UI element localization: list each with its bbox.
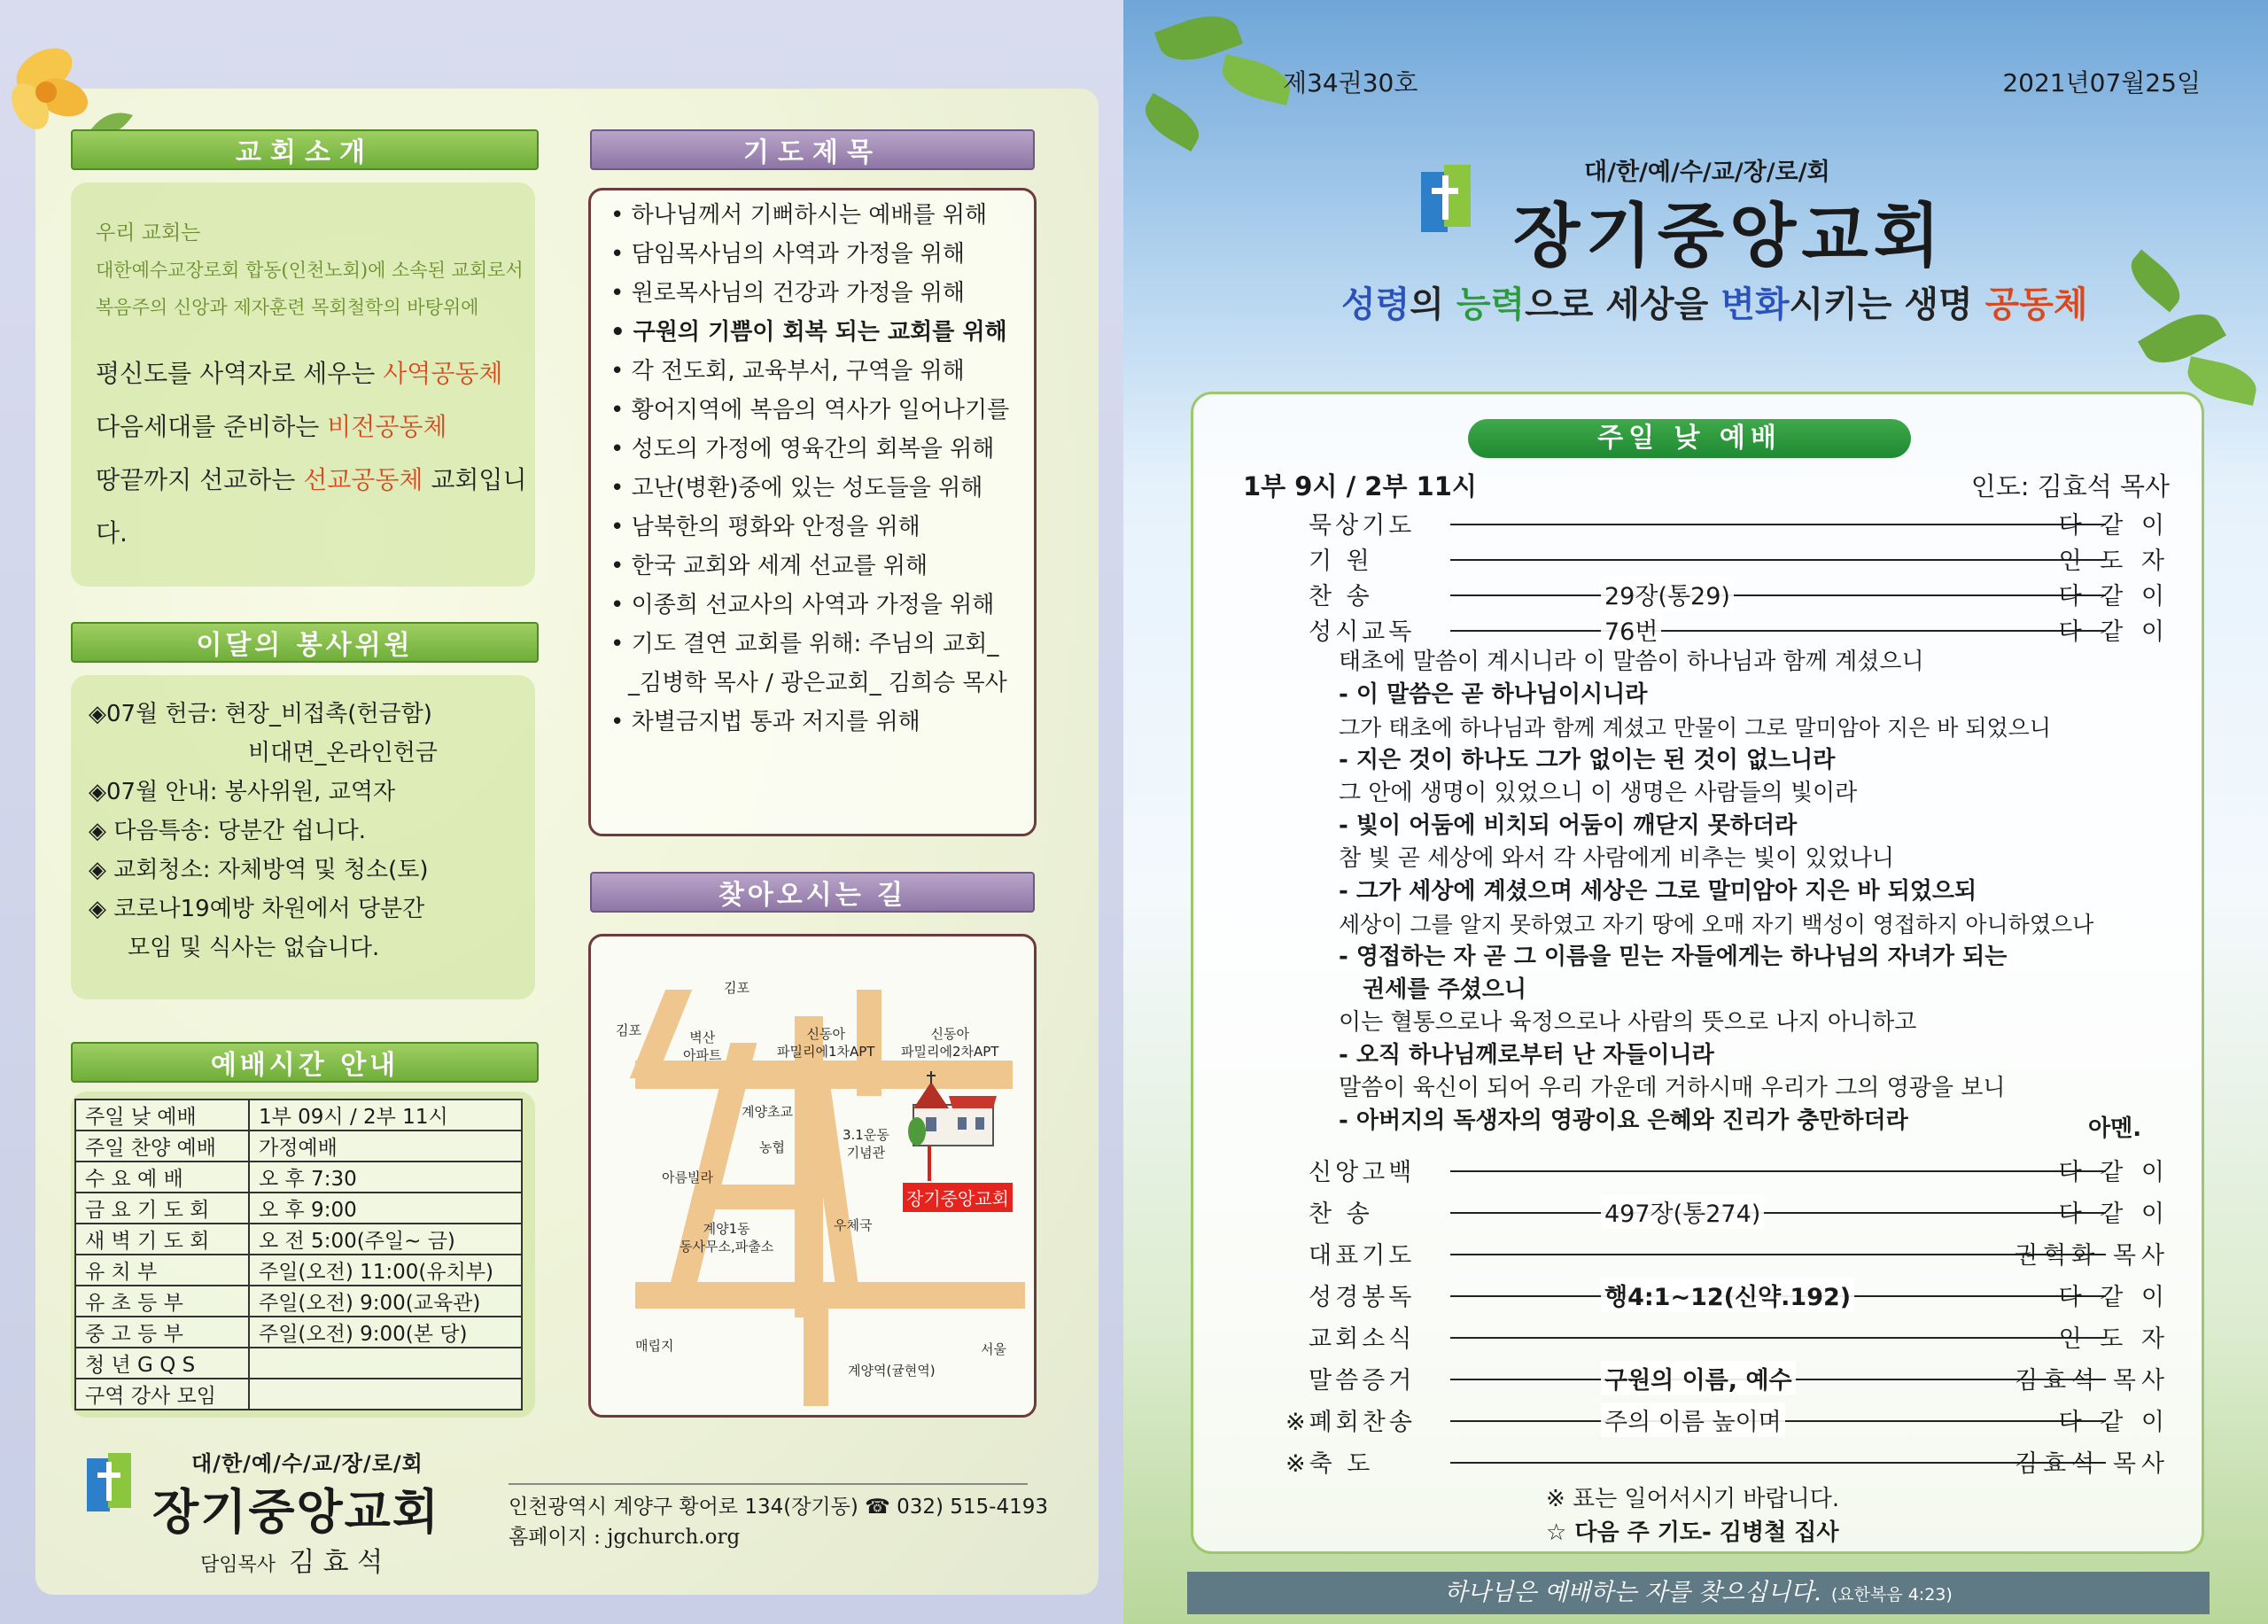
responsive-reading (1339, 646, 2189, 1138)
schedule-time (249, 1379, 522, 1410)
header-denomination: 대/한/예/수/교/장/로/회 (1584, 159, 1830, 186)
worship-order-detail: 29장(통29) (1601, 577, 1734, 611)
leaf-decoration (1138, 93, 1208, 152)
prayer-item: • 고난(병환)중에 있는 성도들을 위해 (610, 475, 983, 501)
slogan-segment: 능력 (1456, 284, 1526, 325)
intro-line-1: 평신도를 사역자로 세우는 사역공동체 (96, 359, 503, 388)
table-row (75, 1348, 522, 1379)
schedule-table (74, 1099, 523, 1410)
slogan-segment: 성령 (1341, 284, 1410, 325)
worship-order-label: 성경봉독 (1309, 1284, 1416, 1311)
schedule-time (249, 1348, 522, 1379)
intro-small-line: 우리 교회는 (96, 221, 201, 245)
table-row (75, 1162, 522, 1193)
intro-line-3: 땅끝까지 선교하는 선교공동체 교회입니다. (96, 465, 527, 548)
footer-pastor (200, 1540, 383, 1579)
prayer-item: • 담임목사님의 사역과 가정을 위해 (610, 241, 966, 268)
slogan-segment: 의 (1410, 284, 1456, 325)
directions-map (588, 934, 1037, 1418)
schedule-service: 청 년 G Q S (75, 1348, 249, 1379)
prayer-box (588, 188, 1037, 836)
map-label-movement-hall: 3.1운동 기념관 (843, 1127, 889, 1161)
service-line: ◈07월 안내: 봉사위원, 교역자 (89, 779, 396, 805)
prayer-item: • 기도 결연 교회를 위해: 주님의 교회_ (610, 631, 999, 657)
schedule-time: 주일(오전) 11:00(유치부) (249, 1255, 522, 1286)
reading-line: - 아버지의 독생자의 영광이요 은혜와 진리가 충만하더라 (1339, 1107, 1908, 1134)
map-label-sindonga1: 신동아 파밀리에1차APT (777, 1026, 875, 1060)
worship-order-participant: 인 도 자 (2058, 548, 2170, 575)
worship-order-label: 신앙고백 (1309, 1159, 1416, 1186)
service-line: 모임 및 식사는 없습니다. (128, 935, 380, 961)
map-label-areum-villa: 아름빌라 (662, 1169, 713, 1185)
intro-header: 교회소개 (71, 129, 539, 170)
slogan-segment: 공동체 (1984, 284, 2088, 325)
next-week-prayer: ☆ 다음 주 기도- 김병철 집사 (1546, 1519, 1839, 1546)
worship-order-row (1193, 1236, 2202, 1271)
worship-order-leader-line (1450, 1462, 2106, 1464)
reading-line: 그 안에 생명이 있었으니 이 생명은 사람들의 빛이라 (1339, 780, 1858, 806)
worship-order-leader-line (1450, 1337, 2106, 1339)
leaf-decoration (2122, 249, 2188, 312)
map-label-gimpo-left: 김포 (616, 1022, 641, 1038)
reading-line: 참 빛 곧 세상에 와서 각 사람에게 비추는 빛이 있었나니 (1339, 845, 1894, 872)
map-road (804, 1309, 828, 1406)
schedule-time: 오 후 7:30 (249, 1162, 522, 1193)
worship-leader: 인도: 김효석 목사 (1970, 471, 2170, 501)
schedule-service: 새 벽 기 도 회 (75, 1224, 249, 1255)
worship-order-participant: 다 같 이 (2058, 1409, 2170, 1436)
reading-line: - 오직 하나님께로부터 난 자들이니라 (1339, 1042, 1714, 1068)
right-panel (1123, 0, 2268, 1624)
prayer-item: • 남북한의 평화와 안정을 위해 (610, 514, 920, 540)
prayer-item: • 하나님께서 기뻐하시는 예배를 위해 (610, 202, 988, 229)
map-label-gyeyang1dong: 계양1동 동사무소,파출소 (680, 1221, 774, 1255)
worship-order-row (1193, 541, 2202, 577)
worship-order-row (1193, 1444, 2202, 1480)
map-label-seoul: 서울 (981, 1341, 1006, 1357)
schedule-time: 오 후 9:00 (249, 1193, 522, 1224)
footer-verse: 하나님은 예배하는 자를 찾으십니다. (1444, 1579, 1821, 1606)
slogan-segment: 시키는 생명 (1789, 284, 1985, 325)
schedule-service: 중 고 등 부 (75, 1317, 249, 1348)
slogan (1341, 276, 2087, 327)
reading-line: - 그가 세상에 계셨으며 세상은 그로 말미암아 지은 바 되었으되 (1339, 878, 1977, 905)
table-row (75, 1193, 522, 1224)
worship-order-participant: 다 같 이 (2058, 583, 2170, 610)
intro-small-line: 대한예수교장로회 합동(인천노회)에 소속된 교회로서 (96, 260, 524, 281)
service-committee-header: 이달의 봉사위원 (71, 622, 539, 663)
schedule-service: 금 요 기 도 회 (75, 1193, 249, 1224)
worship-order-card (1191, 392, 2204, 1554)
reading-line: - 영접하는 자 곧 그 이름을 믿는 자들에게는 하나님의 자녀가 되는 (1339, 944, 2008, 970)
map-header: 찾아오시는 길 (590, 872, 1035, 913)
intro-text (96, 214, 539, 560)
worship-order-leader-line (1450, 524, 2106, 525)
table-row (75, 1286, 522, 1317)
prayer-item: _김병학 목사 / 광은교회_ 김희승 목사 (628, 670, 1007, 696)
worship-order-row (1193, 1278, 2202, 1313)
worship-order-detail: 76번 (1601, 612, 1661, 647)
schedule-service: 유 치 부 (75, 1255, 249, 1286)
worship-order-leader-line (1450, 1254, 2106, 1255)
schedule-service: 구역 강사 모임 (75, 1379, 249, 1410)
left-panel (0, 0, 1123, 1624)
service-line: ◈ 교회청소: 자체방역 및 청소(토) (89, 857, 429, 883)
standing-note: ※ 표는 일어서시기 바랍니다. (1546, 1486, 1840, 1512)
worship-order-participant: 다 같 이 (2058, 1159, 2170, 1186)
worship-order-detail: 497장(통274) (1601, 1194, 1764, 1229)
table-row (75, 1317, 522, 1348)
worship-order-label: 성시교독 (1309, 618, 1416, 646)
prayer-item: • 원로목사님의 건강과 가정을 위해 (610, 280, 966, 307)
worship-title: 주일 낮 예배 (1468, 419, 1911, 458)
church-icon (905, 1069, 1002, 1149)
intro-small-line: 복음주의 신앙과 제자훈련 목회철학의 바탕위에 (96, 297, 479, 318)
table-row (75, 1100, 522, 1131)
table-row (75, 1255, 522, 1286)
worship-order-participant: 김효석 목사 (2015, 1367, 2170, 1395)
slogan-segment: 변화 (1720, 284, 1790, 325)
issue-date: 2021년07월25일 (2002, 68, 2201, 97)
reading-line: - 지은 것이 하나도 그가 없이는 된 것이 없느니라 (1339, 747, 1836, 773)
footer-pastor-label: 담임목사 (200, 1554, 276, 1576)
worship-order-leader-line (1450, 1212, 2106, 1214)
footer-address: 인천광역시 계양구 황어로 134(장기동) ☎ 032) 515-4193 (509, 1496, 1049, 1519)
reading-line: 이는 혈통으로나 육정으로나 사람의 뜻으로 나지 아니하고 (1339, 1009, 1917, 1036)
map-label-nonghyup: 농협 (759, 1139, 785, 1155)
worship-order-label: ※축 도 (1285, 1450, 1374, 1478)
worship-order-label: 찬 송 (1309, 583, 1373, 610)
schedule-time: 오 전 5:00(주일~ 금) (249, 1224, 522, 1255)
schedule-time: 1부 09시 / 2부 11시 (249, 1100, 522, 1131)
worship-order-label: 교회소식 (1309, 1325, 1416, 1353)
worship-order-detail: 구원의 이름, 예수 (1601, 1361, 1796, 1395)
map-road (715, 1185, 812, 1209)
worship-order-row (1193, 1403, 2202, 1438)
prayer-item: • 구원의 기쁨이 회복 되는 교회를 위해 (610, 319, 1007, 346)
worship-order-participant: 권혁화 목사 (2015, 1242, 2170, 1270)
map-label-gimpo-top: 김포 (724, 980, 750, 996)
service-line: ◈ 다음특송: 당분간 쉽니다. (89, 818, 366, 844)
worship-order-leader-line (1450, 559, 2106, 561)
worship-times: 1부 9시 / 2부 11시 (1243, 471, 1477, 501)
footer-divider (509, 1483, 1028, 1485)
worship-order-label: 대표기도 (1309, 1242, 1416, 1270)
reading-line: 세상이 그를 알지 못하였고 자기 땅에 오매 자기 백성이 영접하지 아니하였으나 (1339, 912, 2094, 937)
prayer-item: • 이종희 선교사의 사역과 가정을 위해 (610, 592, 995, 618)
prayer-header: 기도제목 (590, 129, 1035, 170)
church-logo-icon (85, 1449, 133, 1513)
intro-line-2: 다음세대를 준비하는 비전공동체 (96, 412, 447, 441)
worship-order-participant: 김효석 목사 (2015, 1450, 2170, 1478)
worship-order-participant: 다 같 이 (2058, 618, 2170, 646)
worship-order-row (1193, 506, 2202, 541)
slogan-segment: 으로 세상을 (1525, 284, 1721, 325)
prayer-item: • 차별금지법 통과 저지를 위해 (610, 709, 920, 735)
footer-homepage: 홈페이지 : jgchurch.org (509, 1526, 741, 1549)
table-row (75, 1379, 522, 1410)
worship-order-leader-line (1450, 630, 2106, 632)
map-label-post-office: 우체국 (834, 1217, 873, 1233)
prayer-item: • 황어지역에 복음의 역사가 일어나기를 (610, 397, 1010, 423)
service-committee-text (89, 695, 438, 967)
map-label-sindonga2: 신동아 파밀리에2차APT (901, 1026, 999, 1060)
worship-order-participant: 인 도 자 (2058, 1325, 2170, 1353)
service-line: ◈07월 헌금: 현장_비접촉(헌금함) (89, 701, 432, 727)
service-line: ◈ 코로나19예방 차원에서 당분간 (89, 896, 425, 922)
map-label-maeripji: 매립지 (635, 1338, 674, 1354)
prayer-item: • 성도의 가정에 영육간의 회복을 위해 (610, 436, 995, 462)
schedule-service: 수 요 예 배 (75, 1162, 249, 1193)
prayer-item: • 각 전도회, 교육부서, 구역을 위해 (610, 358, 965, 385)
worship-order-leader-line (1450, 1170, 2106, 1172)
worship-order-row (1193, 577, 2202, 612)
reading-line: 그가 태초에 하나님과 함께 계셨고 만물이 그로 말미암아 지은 바 되었으니 (1339, 715, 2051, 741)
schedule-time: 가정예배 (249, 1131, 522, 1162)
footer-verse-bar (1187, 1572, 2210, 1614)
schedule-service: 유 초 등 부 (75, 1286, 249, 1317)
reading-line: - 이 말씀은 곧 하나님이시니라 (1339, 681, 1648, 708)
footer-church-name: 장기중앙교회 (152, 1484, 440, 1540)
church-marker-label: 장기중앙교회 (903, 1183, 1013, 1212)
prayer-list (610, 196, 1009, 742)
location-pin-icon (920, 1146, 938, 1181)
worship-order-detail: 주의 이름 높이며 (1601, 1403, 1785, 1437)
worship-order-row (1193, 1153, 2202, 1188)
volume-number: 제34권30호 (1283, 68, 1418, 97)
worship-order-row (1193, 1361, 2202, 1396)
worship-order-detail: 행4:1~12(신약.192) (1601, 1278, 1854, 1312)
schedule-service: 주일 찬양 예배 (75, 1131, 249, 1162)
worship-order-label: 묵상기도 (1309, 512, 1416, 540)
worship-order-row (1193, 1319, 2202, 1355)
schedule-time: 주일(오전) 9:00(교육관) (249, 1286, 522, 1317)
worship-order-label: 말씀증거 (1309, 1367, 1416, 1395)
worship-order-participant: 다 같 이 (2058, 1201, 2170, 1228)
worship-order-row (1193, 612, 2202, 648)
map-label-gyeyang-station: 계양역(귤현역) (848, 1363, 936, 1379)
table-row (75, 1131, 522, 1162)
footer-verse-reference: (요한복음 4:23) (1830, 1585, 1953, 1605)
worship-order-leader-line (1450, 594, 2106, 596)
footer-pastor-name: 김 효 석 (289, 1547, 384, 1578)
map-label-byeoksan: 벽산 아파트 (683, 1030, 722, 1063)
reading-line: - 빛이 어둠에 비치되 어둠이 깨닫지 못하더라 (1339, 812, 1798, 839)
worship-order-row (1193, 1194, 2202, 1230)
schedule-header: 예배시간 안내 (71, 1042, 539, 1083)
reading-line: 태초에 말씀이 계시니라 이 말씀이 하나님과 함께 계셨으니 (1339, 649, 1924, 675)
map-label-gyeyang-school: 계양초교 (742, 1104, 793, 1120)
schedule-time: 주일(오전) 9:00(본 당) (249, 1317, 522, 1348)
prayer-item: • 한국 교회와 세계 선교를 위해 (610, 553, 928, 579)
header-church-name: 장기중앙교회 (1513, 197, 1946, 276)
service-line: 비대면_온라인헌금 (248, 740, 438, 766)
church-logo-icon (1419, 161, 1472, 234)
schedule-service: 주일 낮 예배 (75, 1100, 249, 1131)
worship-order-participant: 다 같 이 (2058, 512, 2170, 540)
reading-line: 말씀이 육신이 되어 우리 가운데 거하시매 우리가 그의 영광을 보니 (1339, 1075, 2006, 1101)
worship-order-label: 찬 송 (1309, 1201, 1373, 1228)
worship-order-participant: 다 같 이 (2058, 1284, 2170, 1311)
footer-denomination: 대/한/예/수/교/장/로/회 (191, 1451, 423, 1476)
reading-line: 권세를 주셨으니 (1339, 976, 1527, 1003)
amen-text: 아멘. (2088, 1115, 2142, 1142)
table-row (75, 1224, 522, 1255)
worship-order-label: 기 원 (1309, 548, 1373, 575)
worship-order-label: ※폐회찬송 (1285, 1409, 1416, 1436)
